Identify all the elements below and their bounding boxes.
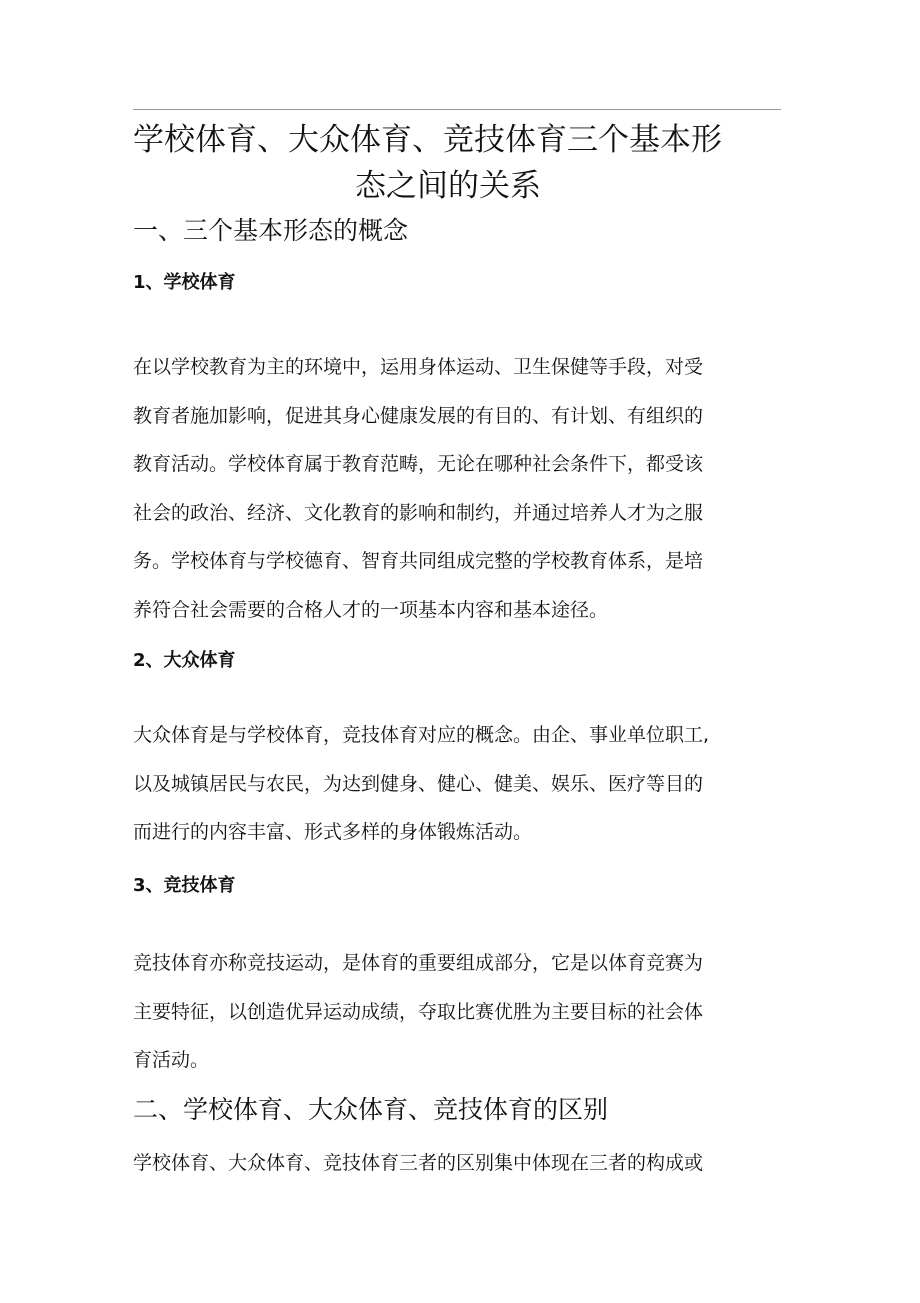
paragraph-line: 主要特征，以创造优异运动成绩，夺取比赛优胜为主要目标的社会体 [133,1000,704,1023]
paragraph-line: 学校体育、大众体育、竞技体育三者的区别集中体现在三者的构成或 [133,1152,704,1174]
item-1-paragraph [133,343,748,634]
paragraph-line: 大众体育是与学校体育，竞技体育对应的概念。由企、事业单位职工, [133,724,710,746]
paragraph-line: 育活动。 [133,1049,210,1071]
paragraph-line: 以及城镇居民与农民，为达到健身、健心、健美、娱乐、医疗等目的 [133,772,704,795]
section-1-heading: 一、三个基本形态的概念 [133,216,409,245]
paragraph-line: 教育活动。学校体育属于教育范畴，无论在哪种社会条件下，都受该 [133,453,704,475]
item-3-heading: 3、竞技体育 [133,875,236,896]
item-1-heading: 1、学校体育 [133,272,236,293]
paragraph-line: 务。学校体育与学校德育、智育共同组成完整的学校教育体系，是培 [133,550,704,572]
item-2-paragraph [133,711,748,857]
paragraph-line: 养符合社会需要的合格人才的一项基本内容和基本途径。 [133,598,609,621]
item-2-heading: 2、大众体育 [133,650,236,671]
paragraph-line: 竞技体育亦称竞技运动，是体育的重要组成部分，它是以体育竞赛为 [133,952,704,974]
paragraph-line: 而进行的内容丰富、形式多样的身体锻炼活动。 [133,821,533,843]
document-title-line-1: 学校体育、大众体育、竞技体育三个基本形 [133,122,722,158]
paragraph-line: 教育者施加影响，促进其身心健康发展的有目的、有计划、有组织的 [133,404,704,427]
paragraph-line: 社会的政治、经济、文化教育的影响和制约，并通过培养人才为之服 [133,501,704,524]
item-3-paragraph [133,939,748,1085]
paragraph-line: 在以学校教育为主的环境中，运用身体运动、卫生保健等手段，对受 [133,356,704,378]
section-2-heading: 二、学校体育、大众体育、竞技体育的区别 [133,1095,609,1124]
document-title-line-2: 态之间的关系 [355,168,541,204]
section-2-paragraph [133,1139,748,1188]
header-rule [133,109,781,110]
